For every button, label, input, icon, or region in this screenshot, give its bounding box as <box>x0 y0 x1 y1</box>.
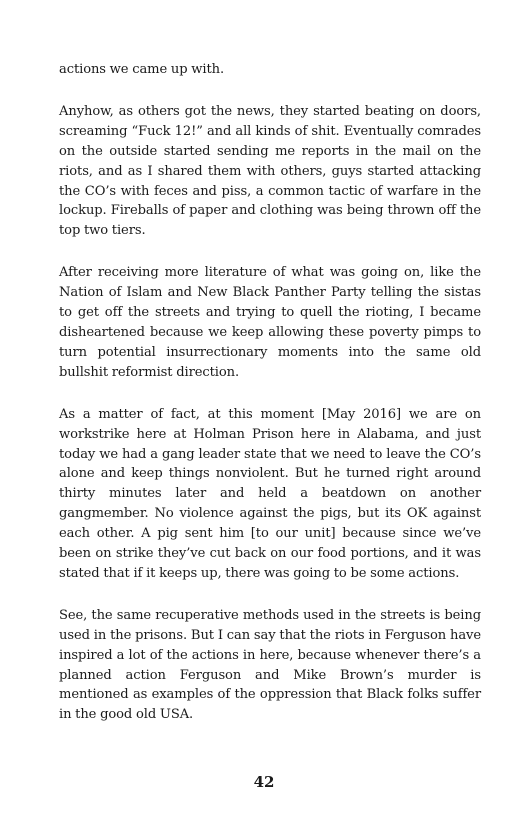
page-number: 42 <box>253 773 275 791</box>
paragraph-literature: After receiving more literature of what was going on, like the Nation of Islam and New Black Panther Party telling the sistas to get off the streets and trying to quell the rioting, I became disheartened because we keep allowing these poverty pimps to turn potential insurrectionary moments into the same old bullshit reformist direction. <box>59 265 481 380</box>
paragraph-continuation: actions we came up with. <box>59 62 225 77</box>
page-body <box>59 60 481 747</box>
paragraph-recuperative: See, the same recuperative methods used in the streets is being used in the prisons. But I can say that the riots in Ferguson have inspired a lot of the actions in here, because whenever there’s a planned action Ferguson and Mike Brown’s murder is mentioned as examples of the oppression that Black folks suffer in the good old USA. <box>59 607 481 723</box>
paragraph-workstrike: As a matter of fact, at this moment [May 2016] we are on workstrike here at Holman Prison here in Alabama, and just today we had a gang leader state that we need to leave the CO’s alone and keep things nonviolent. But he turned right around thirty minutes later and held a beatdown on another gangmember. No violence against the pigs, but its OK against each other. A pig sent him [to our unit] because since we’ve been on strike they’ve cut back on our food portions, and it was stated that if it keeps up, there was going to be some actions. <box>59 406 481 581</box>
paragraph-riots-news: Anyhow, as others got the news, they started beating on doors, screaming “Fuck 12!” and all kinds of shit. Eventually comrades on the outside started sending me reports in the mail on the riots, and as I shared them with others, guys started attacking the CO’s with feces and piss, a common tactic of warfare in the lockup. Fireballs of paper and clothing was being thrown off the top two tiers. <box>59 103 481 239</box>
